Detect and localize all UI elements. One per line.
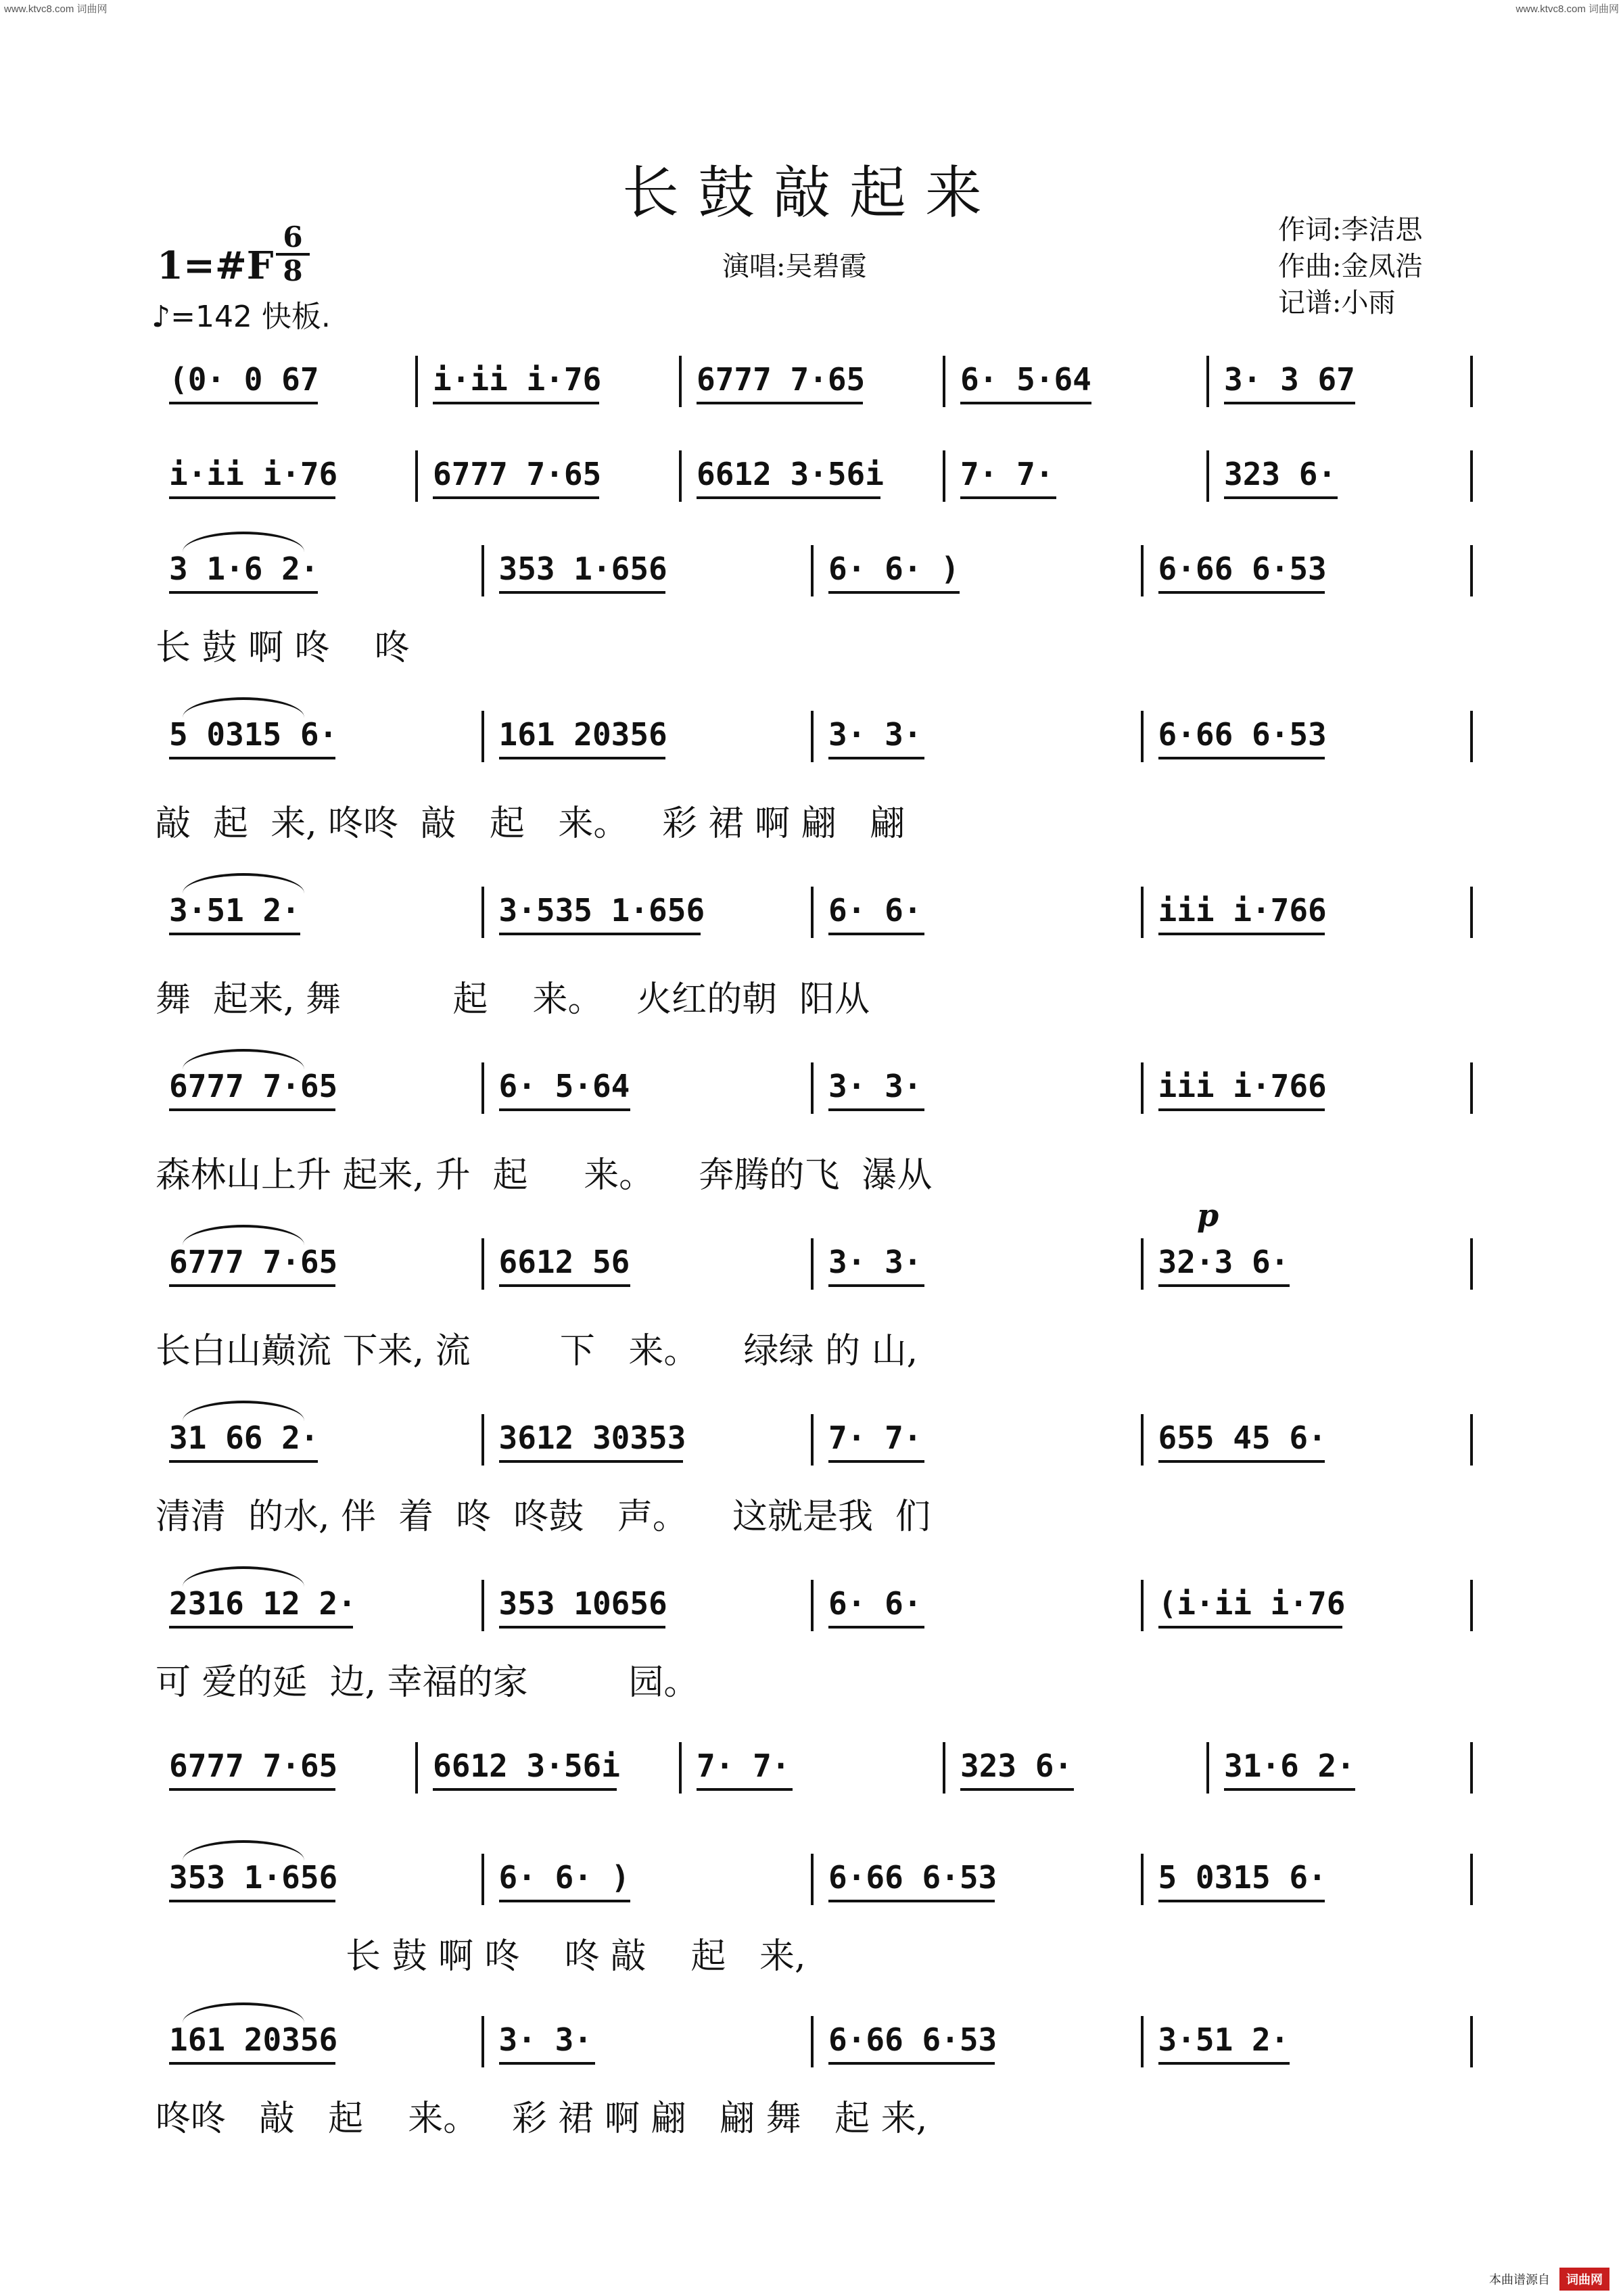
measure: 6·66 6·53 [828,2021,997,2058]
measure: 3 1·6 2· [169,550,319,587]
beam-line [1224,1788,1355,1791]
bar-line [811,1414,814,1466]
bar-line [1141,1238,1144,1290]
bar-line [1141,1062,1144,1114]
measure: 32·3 6· [1158,1244,1290,1280]
measure: 6·66 6·53 [1158,550,1327,587]
measure: 3·51 2· [169,892,300,929]
notation-row [156,1738,1474,1792]
beam-line [828,591,960,594]
measure: 31·6 2· [1224,1748,1355,1784]
bar-line [1141,1414,1144,1466]
notation-row [156,1234,1474,1288]
bar-line [481,1238,484,1290]
notation-line [156,446,1474,500]
lyric-line: 长 鼓 啊 咚 咚 [156,628,410,668]
bar-line [811,1854,814,1905]
bar-line [1470,887,1473,938]
beam-line [433,496,599,499]
bar-line [481,1580,484,1631]
tie-slur [183,1225,304,1245]
beam-line [169,2062,335,2065]
bar-line [481,887,484,938]
measure: 6612 56 [498,1244,630,1280]
lyric-line: 敲 起 来, 咚咚 敲 起 来。 彩 裙 啊 翩 翩 [156,803,905,844]
bar-line [481,1854,484,1905]
beam-line [499,1900,630,1902]
tie-slur [183,697,304,718]
beam-line [697,496,880,499]
measure: 6· 6· ) [828,550,960,587]
measure: 6777 7·65 [697,361,866,398]
measure: 323 6· [1224,456,1337,492]
bar-line [1206,450,1209,502]
bar-line [943,1742,945,1794]
beam-line [499,933,701,935]
measure: 6· 6· [828,892,922,929]
singer-credit: 演唱:吴碧霞 [722,251,867,282]
beam-line [499,1460,683,1463]
tie-slur [183,532,304,552]
beam-line [169,1284,335,1287]
measure: 6·66 6·53 [828,1859,997,1896]
beam-line [1158,2062,1290,2065]
tie-slur [183,1840,304,1860]
notation-line [156,1850,1474,1904]
tempo-marking: ♪=142 快板. [151,300,331,334]
measure: 3·535 1·656 [498,892,705,929]
measure: (i·ii i·76 [1158,1585,1346,1622]
bar-line [481,1062,484,1114]
bar-line [1470,1742,1473,1794]
bar-line [811,1062,814,1114]
notation-row [156,352,1474,406]
beam-line [169,591,318,594]
beam-line [697,402,863,404]
measure: 353 1·656 [169,1859,338,1896]
bar-line [811,1580,814,1631]
bar-line [679,1742,682,1794]
time-signature [276,220,310,287]
notation-row [156,883,1474,937]
lyric-line: 咚咚 敲 起 来。 彩 裙 啊 翩 翩 舞 起 来, [156,2099,928,2139]
measure: 161 20356 [169,2021,338,2058]
tie-slur [183,2002,304,2023]
bar-line [943,356,945,407]
song-title: 长鼓敲起来 [621,160,1001,226]
beam-line [1158,1108,1325,1111]
measure: 6612 3·56i [433,1748,620,1784]
beam-line [499,1626,665,1629]
key-signature: 1=#F [157,243,274,288]
tie-slur [183,1401,304,1421]
beam-line [828,1900,995,1902]
bar-line [1470,1238,1473,1290]
measure: i·ii i·76 [169,456,338,492]
bar-line [481,1414,484,1466]
bar-line [1470,711,1473,762]
bar-line [811,545,814,596]
bar-line [481,545,484,596]
beam-line [499,1108,630,1111]
beam-line [169,1460,318,1463]
beam-line [169,933,300,935]
notation-row [156,1410,1474,1464]
bar-line [1141,1580,1144,1631]
notation-line [156,1234,1474,1288]
measure: 5 0315 6· [169,716,338,753]
notation-row [156,707,1474,761]
measure: 6· 5·64 [498,1068,630,1104]
notation-line [156,2012,1474,2066]
bar-line [943,450,945,502]
dynamic-marking: p [1197,1197,1219,1234]
notation-line [156,1738,1474,1792]
notation-row [156,541,1474,595]
bar-line [481,2016,484,2067]
bar-line [811,711,814,762]
bar-line [1141,2016,1144,2067]
beam-line [169,757,335,759]
measure: (0· 0 67 [169,361,319,398]
footer [1489,2268,1609,2291]
measure: 655 45 6· [1158,1420,1327,1456]
beam-line [499,2062,595,2065]
bar-line [1206,356,1209,407]
beam-line [1158,933,1325,935]
meter-bottom: 8 [283,254,303,287]
footer-text: 本曲谱源自 [1489,2273,1550,2287]
measure: 6777 7·65 [169,1068,338,1104]
bar-line [1470,2016,1473,2067]
bar-line [1470,450,1473,502]
beam-line [1158,1900,1325,1902]
measure: 353 10656 [498,1585,667,1622]
beam-line [1158,757,1325,759]
bar-line [679,356,682,407]
beam-line [1158,1626,1342,1629]
watermark-right: www.ktvc8.com 词曲网 [1515,3,1619,15]
bar-line [1141,887,1144,938]
beam-line [169,496,335,499]
lyric-line: 长白山巅流 下来, 流 下 来。 绿绿 的 山, [156,1331,918,1372]
beam-line [960,402,1091,404]
notation-row [156,1576,1474,1630]
measure: 6612 3·56i [697,456,884,492]
tie-slur [183,1049,304,1069]
notation-row [156,446,1474,500]
composer-credit: 作曲:金凤浩 [1278,251,1423,282]
bar-line [1470,1414,1473,1466]
bar-line [679,450,682,502]
lyric-line: 舞 起来, 舞 起 来。 火红的朝 阳从 [156,979,870,1020]
measure: 2316 12 2· [169,1585,356,1622]
beam-line [499,591,665,594]
measure: 6· 6· ) [498,1859,630,1896]
bar-line [1470,545,1473,596]
notation-row [156,1058,1474,1112]
notation-row [156,2012,1474,2066]
beam-line [828,757,924,759]
beam-line [697,1788,793,1791]
tie-slur [183,873,304,893]
notation-row [156,1850,1474,1904]
bar-line [415,450,418,502]
bar-line [1141,1854,1144,1905]
notation-line [156,883,1474,937]
bar-line [1470,356,1473,407]
measure: 353 1·656 [498,550,667,587]
beam-line [169,402,318,404]
measure: 3·51 2· [1158,2021,1290,2058]
footer-logo: 词曲网 [1559,2268,1609,2291]
beam-line [828,1626,924,1629]
notation-line [156,1058,1474,1112]
notation-line [156,707,1474,761]
beam-line [1158,591,1325,594]
beam-line [828,1460,924,1463]
bar-line [1141,545,1144,596]
notation-line [156,1410,1474,1464]
measure: 6777 7·65 [169,1244,338,1280]
bar-line [1206,1742,1209,1794]
beam-line [828,1108,924,1111]
measure: 3· 3· [828,716,922,753]
measure: 3· 3· [498,2021,592,2058]
bar-line [415,1742,418,1794]
beam-line [169,1900,335,1902]
bar-line [811,887,814,938]
notation-line [156,352,1474,406]
lyric-line: 森林山上升 起来, 升 起 来。 奔腾的飞 瀑从 [156,1155,933,1196]
measure: 161 20356 [498,716,667,753]
beam-line [828,933,924,935]
beam-line [499,1284,630,1287]
measure: 6· 6· [828,1585,922,1622]
beam-line [169,1788,335,1791]
measure: iii i·766 [1158,892,1327,929]
beam-line [1158,1460,1325,1463]
measure: 3· 3 67 [1224,361,1355,398]
measure: 5 0315 6· [1158,1859,1327,1896]
measure: 3612 30353 [498,1420,686,1456]
beam-line [1224,402,1355,404]
bar-line [1470,1854,1473,1905]
bar-line [415,356,418,407]
bar-line [811,1238,814,1290]
beam-line [960,496,1056,499]
tie-slur [183,1566,304,1587]
transcriber-credit: 记谱:小雨 [1278,287,1396,319]
bar-line [1470,1580,1473,1631]
beam-line [1224,496,1338,499]
beam-line [828,2062,995,2065]
measure: 6· 5·64 [960,361,1091,398]
beam-line [1158,1284,1290,1287]
bar-line [811,2016,814,2067]
measure: 6·66 6·53 [1158,716,1327,753]
measure: 7· 7· [697,1748,791,1784]
measure: 323 6· [960,1748,1073,1784]
measure: i·ii i·76 [433,361,602,398]
measure: 7· 7· [828,1420,922,1456]
beam-line [828,1284,924,1287]
watermark-left: www.ktvc8.com 词曲网 [4,3,108,15]
measure: 7· 7· [960,456,1054,492]
beam-line [960,1788,1074,1791]
meter-top: 6 [283,220,303,254]
bar-line [481,711,484,762]
bar-line [1141,711,1144,762]
measure: 3· 3· [828,1068,922,1104]
lyric-line: 可 爱的延 边, 幸福的家 园。 [156,1662,699,1703]
bar-line [1470,1062,1473,1114]
measure: 3· 3· [828,1244,922,1280]
beam-line [169,1108,335,1111]
lyric-line: 长 鼓 啊 咚 咚 敲 起 来, [156,1936,806,1977]
beam-line [433,1788,617,1791]
measure: 6777 7·65 [433,456,602,492]
notation-line [156,541,1474,595]
notation-line [156,1576,1474,1630]
beam-line [433,402,599,404]
lyric-line: 清清 的水, 伴 着 咚 咚鼓 声。 这就是我 们 [156,1497,931,1537]
measure: iii i·766 [1158,1068,1327,1104]
lyricist-credit: 作词:李洁思 [1278,214,1423,245]
beam-line [169,1626,353,1629]
beam-line [499,757,665,759]
measure: 31 66 2· [169,1420,319,1456]
measure: 6777 7·65 [169,1748,338,1784]
